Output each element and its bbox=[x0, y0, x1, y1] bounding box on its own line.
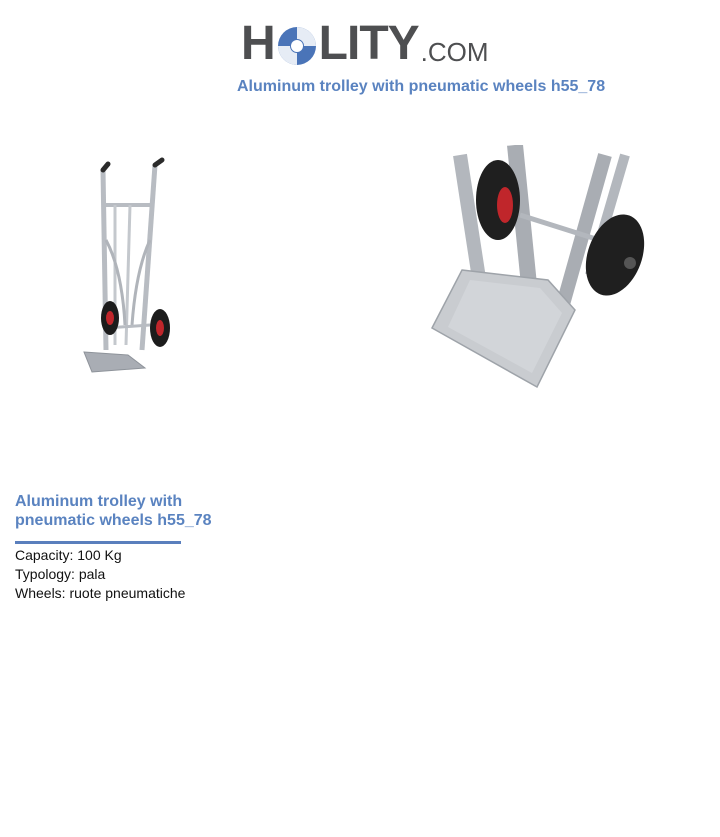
page-title: Aluminum trolley with pneumatic wheels h55_78 bbox=[237, 78, 606, 95]
hand-trolley-icon bbox=[70, 150, 200, 380]
hand-trolley-detail-icon bbox=[420, 145, 660, 395]
product-specs bbox=[15, 546, 315, 603]
title-divider bbox=[15, 541, 181, 544]
spec-typology: Typology: pala bbox=[15, 566, 106, 582]
logo-globe-icon bbox=[276, 22, 318, 68]
brand-logo bbox=[241, 10, 489, 70]
logo-letter-h: H bbox=[241, 17, 275, 70]
logo-wordmark bbox=[241, 17, 419, 70]
spec-wheels: Wheels: ruote pneumatiche bbox=[15, 585, 186, 601]
logo-letters-lity: LITY bbox=[318, 17, 419, 70]
product-title: Aluminum trolley with pneumatic wheels h55_78 bbox=[15, 493, 212, 529]
logo-domain: .COM bbox=[420, 37, 489, 67]
spec-capacity: Capacity: 100 Kg bbox=[15, 547, 122, 563]
